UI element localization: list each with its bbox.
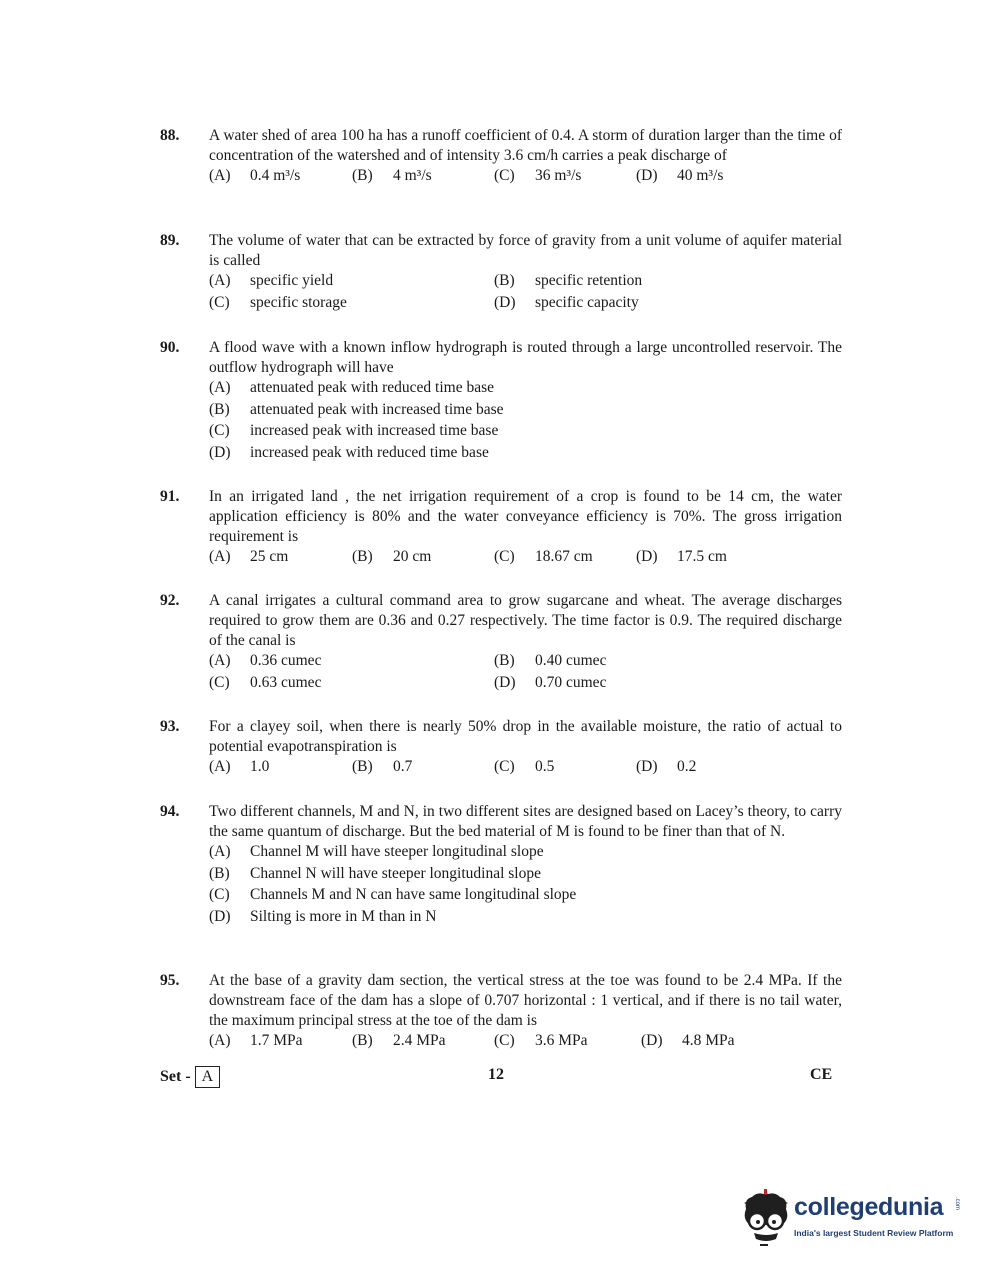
option-label: (A) xyxy=(209,652,231,669)
option-b xyxy=(352,1031,446,1051)
option-text: 0.2 xyxy=(677,758,697,775)
option-a xyxy=(209,378,494,398)
option-c xyxy=(209,673,321,693)
option-label: (B) xyxy=(352,548,373,565)
option-text: Channel M will have steeper longitudinal slope xyxy=(250,843,544,860)
option-label: (C) xyxy=(494,548,515,565)
option-label: (D) xyxy=(209,443,231,461)
option-b xyxy=(352,166,432,186)
option-d xyxy=(494,293,639,313)
option-label: (B) xyxy=(352,1032,373,1049)
question-91 xyxy=(160,487,842,569)
page-number: 12 xyxy=(488,1066,504,1083)
option-text: 0.63 cumec xyxy=(250,673,322,691)
option-text: specific storage xyxy=(250,293,347,311)
option-d xyxy=(636,547,727,567)
question-text: A canal irrigates a cultural command area to grow sugarcane and wheat. The average discharges required to grow them are 0.36 and 0.27 respectively. The time factor is 0.9. The required discharge of the canal is xyxy=(209,592,842,649)
question-95 xyxy=(160,971,842,1053)
option-a xyxy=(209,166,300,186)
question-number: 92. xyxy=(160,592,180,609)
options xyxy=(209,842,842,928)
option-label: (B) xyxy=(494,652,515,669)
set-indicator xyxy=(160,1066,220,1088)
option-text: Silting is more in M than in N xyxy=(250,907,437,925)
option-text: 0.5 xyxy=(535,758,555,775)
question-text: The volume of water that can be extracted by force of gravity from a unit volume of aquifer material is called xyxy=(209,232,842,269)
option-text: 2.4 MPa xyxy=(393,1032,446,1049)
question-number: 88. xyxy=(160,127,180,144)
question-number: 91. xyxy=(160,488,180,505)
option-label: (A) xyxy=(209,272,231,289)
option-label: (D) xyxy=(636,548,658,565)
options xyxy=(209,271,842,314)
option-label: (A) xyxy=(209,167,231,184)
question-92 xyxy=(160,591,842,694)
option-c xyxy=(494,757,554,777)
question-text: Two different channels, M and N, in two different sites are designed based on Lacey’s theory, to carry the same quantum of discharge. But the bed material of M is found to be finer than that of N. xyxy=(209,803,842,840)
question-text: A flood wave with a known inflow hydrograph is routed through a large uncontrolled reservoir. The outflow hydrograph will have xyxy=(209,339,842,376)
option-text: 4.8 MPa xyxy=(682,1032,735,1049)
option-label: (C) xyxy=(209,422,230,439)
option-label: (C) xyxy=(494,167,515,184)
option-label: (A) xyxy=(209,843,231,860)
option-text: Channel N will have steeper longitudinal slope xyxy=(250,864,541,882)
option-label: (D) xyxy=(636,758,658,775)
option-text: 0.40 cumec xyxy=(535,652,607,669)
option-text: 0.4 m³/s xyxy=(250,167,301,184)
option-d xyxy=(494,673,606,693)
option-label: (A) xyxy=(209,758,231,775)
option-text: specific retention xyxy=(535,272,643,289)
option-d xyxy=(641,1031,735,1051)
options xyxy=(209,547,842,569)
question-number: 89. xyxy=(160,232,180,249)
question-text: A water shed of area 100 ha has a runoff coefficient of 0.4. A storm of duration larger than the time of concentration of the watershed and of intensity 3.6 cm/h carries a peak discharge of xyxy=(209,127,842,164)
option-label: (D) xyxy=(494,293,516,311)
option-d xyxy=(209,443,489,463)
option-text: 1.0 xyxy=(250,758,270,775)
option-label: (C) xyxy=(494,758,515,775)
option-text: attenuated peak with reduced time base xyxy=(250,379,495,396)
option-text: 20 cm xyxy=(393,548,432,565)
option-label: (C) xyxy=(209,673,230,691)
option-text: attenuated peak with increased time base xyxy=(250,400,504,418)
option-text: increased peak with reduced time base xyxy=(250,443,489,461)
option-label: (A) xyxy=(209,1032,231,1049)
option-a xyxy=(209,842,544,862)
option-label: (A) xyxy=(209,548,231,565)
question-89 xyxy=(160,231,842,314)
question-94 xyxy=(160,802,842,928)
option-label: (D) xyxy=(494,673,516,691)
option-label: (B) xyxy=(209,864,230,882)
option-b xyxy=(209,864,541,884)
option-label: (D) xyxy=(209,907,231,925)
question-number: 95. xyxy=(160,972,180,989)
option-text: specific yield xyxy=(250,272,334,289)
option-text: 40 m³/s xyxy=(677,167,724,184)
logo-suffix: .com xyxy=(954,1197,960,1211)
option-b xyxy=(494,651,606,671)
option-a xyxy=(209,757,269,777)
option-c xyxy=(494,166,581,186)
option-text: 18.67 cm xyxy=(535,548,593,565)
option-label: (C) xyxy=(209,293,230,311)
option-c xyxy=(209,293,347,313)
option-c xyxy=(494,547,593,567)
option-text: specific capacity xyxy=(535,293,639,311)
question-number: 94. xyxy=(160,803,180,820)
option-label: (C) xyxy=(209,886,230,903)
question-text: In an irrigated land , the net irrigation requirement of a crop is found to be 14 cm, the water application efficiency is 80% and the water conveyance efficiency is 70%. The gross irrigation requirement is xyxy=(209,488,842,545)
option-c xyxy=(209,885,576,905)
option-text: 1.7 MPa xyxy=(250,1032,303,1049)
option-text: 4 m³/s xyxy=(393,167,432,184)
option-d xyxy=(636,166,723,186)
option-c xyxy=(494,1031,588,1051)
set-label: Set - xyxy=(160,1068,191,1085)
option-a xyxy=(209,1031,303,1051)
option-label: (A) xyxy=(209,379,231,396)
options xyxy=(209,378,842,464)
option-text: 17.5 cm xyxy=(677,548,727,565)
question-number: 93. xyxy=(160,718,180,735)
mascot-icon xyxy=(738,1185,794,1250)
set-value-box: A xyxy=(195,1066,221,1088)
option-a xyxy=(209,651,321,671)
options xyxy=(209,166,842,188)
option-c xyxy=(209,421,498,441)
option-a xyxy=(209,547,288,567)
options xyxy=(209,757,842,779)
option-label: (B) xyxy=(352,758,373,775)
collegedunia-logo xyxy=(738,1185,963,1250)
option-text: 0.70 cumec xyxy=(535,673,607,691)
option-b xyxy=(209,400,504,420)
option-text: Channels M and N can have same longitudinal slope xyxy=(250,886,577,903)
option-b xyxy=(352,547,431,567)
option-d xyxy=(636,757,696,777)
option-text: 0.36 cumec xyxy=(250,652,322,669)
option-b xyxy=(494,271,642,291)
logo-tagline: India's largest Student Review Platform xyxy=(794,1228,954,1238)
question-number: 90. xyxy=(160,339,180,356)
option-label: (C) xyxy=(494,1032,515,1049)
option-text: 3.6 MPa xyxy=(535,1032,588,1049)
option-label: (B) xyxy=(352,167,373,184)
question-text: For a clayey soil, when there is nearly 50% drop in the available moisture, the ratio of actual to potential evapotranspiration is xyxy=(209,718,842,755)
options xyxy=(209,1031,842,1053)
option-label: (D) xyxy=(636,167,658,184)
option-text: 25 cm xyxy=(250,548,289,565)
question-88 xyxy=(160,126,842,188)
logo-name: collegedunia xyxy=(794,1193,944,1221)
question-text: At the base of a gravity dam section, the vertical stress at the toe was found to be 2.4 MPa. If the downstream face of the dam has a slope of 0.707 horizontal : 1 vertical, and if there is no tail water, the maximum principal stress at the toe of the dam is xyxy=(209,972,842,1029)
options xyxy=(209,651,842,694)
option-d xyxy=(209,907,436,927)
question-93 xyxy=(160,717,842,779)
option-a xyxy=(209,271,333,291)
option-label: (B) xyxy=(494,272,515,289)
paper-code: CE xyxy=(810,1066,833,1083)
option-b xyxy=(352,757,412,777)
option-text: increased peak with increased time base xyxy=(250,422,499,439)
option-label: (D) xyxy=(641,1032,663,1049)
option-text: 0.7 xyxy=(393,758,413,775)
question-90 xyxy=(160,338,842,464)
option-text: 36 m³/s xyxy=(535,167,582,184)
option-label: (B) xyxy=(209,400,230,418)
